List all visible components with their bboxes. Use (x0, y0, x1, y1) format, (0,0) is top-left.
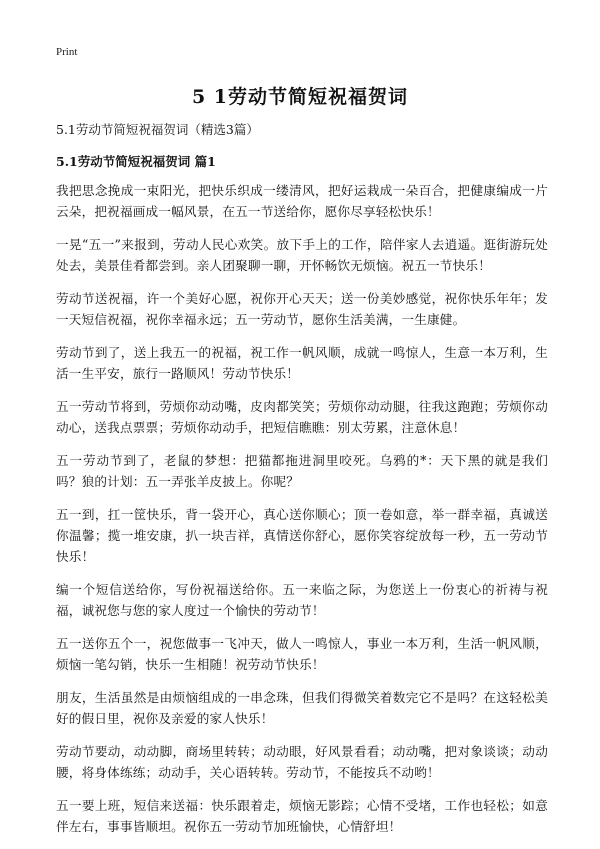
paragraph: 劳动节到了，送上我五一的祝福，祝工作一帆风顺，成就一鸣惊人，生意一本万利，生活一生平安，旅行一路顺风！劳动节快乐！ (56, 345, 548, 381)
print-link[interactable]: Print (56, 46, 78, 58)
paragraph: 一晃“五一”来报到，劳动人民心欢笑。放下手上的工作，陪伴家人去逍遥。逛街游玩处处去，美景佳肴都尝到。亲人团聚聊一聊，开怀畅饮无烦恼。祝五一节快乐！ (56, 237, 548, 273)
document-subtitle: 5.1劳动节简短祝福贺词（精选3篇） (56, 122, 259, 137)
paragraph: 我把思念挽成一束阳光，把快乐织成一缕清风，把好运栽成一朵百合，把健康编成一片云朵，把祝福画成一幅风景，在五一节送给你，愿你尽享轻松快乐！ (56, 183, 548, 219)
paragraph: 劳动节送祝福，许一个美好心愿，祝你开心天天；送一份美妙感觉，祝你快乐年年；发一天短信祝福，祝你幸福永远；五一劳动节，愿你生活美满，一生康健。 (56, 291, 548, 327)
paragraph: 朋友，生活虽然是由烦恼组成的一串念珠，但我们得微笑着数完它不是吗？在这轻松美好的假日里，祝你及亲爱的家人快乐！ (56, 690, 548, 726)
paragraph: 劳动节要动，动动脚，商场里转转；动动眼，好风景看看；动动嘴，把对象谈谈；动动腰，将身体练练；动动手，关心语转转。劳动节，不能按兵不动哟！ (56, 744, 548, 780)
paragraph: 五一送你五个一，祝您做事一飞冲天，做人一鸣惊人，事业一本万利，生活一帆风顺，烦恼一笔勾销，快乐一生相随！祝劳动节快乐！ (56, 636, 548, 672)
document-title: 5 1劳动节简短祝福贺词 (191, 86, 409, 108)
paragraph: 五一到，扛一筐快乐，背一袋开心，真心送你顺心；顶一卷如意，举一群幸福，真诚送你温馨；揽一堆安康，扒一块吉祥，真情送你舒心，愿你笑容绽放每一秒，五一劳动节快乐！ (56, 507, 548, 564)
article-body (56, 180, 548, 849)
paragraph: 五一劳动节将到，劳烦你动动嘴，皮肉都笑笑；劳烦你动动腿，往我这跑跑；劳烦你动动心，送我点票票；劳烦你动动手，把短信瞧瞧：别太劳累，注意休息！ (56, 399, 548, 435)
paragraph: 五一劳动节到了，老鼠的梦想：把猫都拖进洞里咬死。乌鸦的*：天下黑的就是我们吗？狼的计划：五一弄张羊皮披上。你呢？ (56, 453, 548, 489)
paragraph: 编一个短信送给你，写份祝福送给你。五一来临之际，为您送上一份衷心的祈祷与祝福，诚祝您与您的家人度过一个愉快的劳动节！ (56, 582, 548, 618)
paragraph: 五一要上班，短信来送福：快乐跟着走，烦恼无影踪；心情不受堵，工作也轻松；如意伴左右，事事皆顺坦。祝你五一劳动节加班愉快，心情舒坦！ (56, 798, 548, 834)
section-heading: 5.1劳动节简短祝福贺词 篇1 (56, 154, 216, 169)
